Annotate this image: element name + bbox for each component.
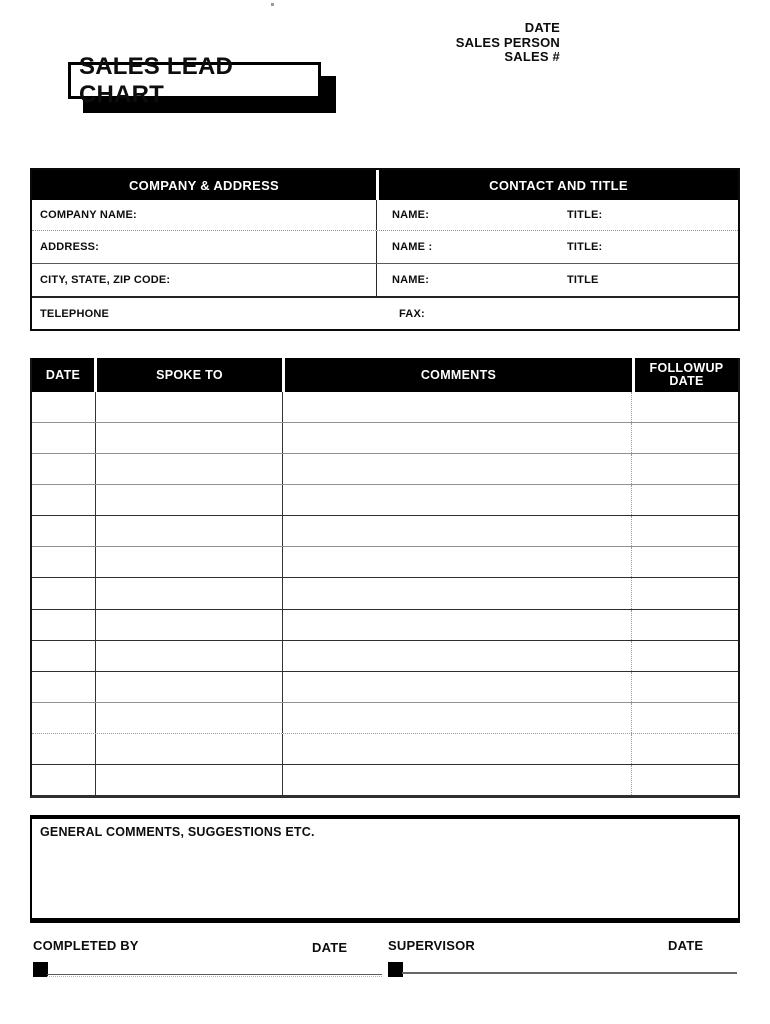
call-log-header-followup-date: [635, 358, 738, 392]
scan-speck: [271, 3, 274, 6]
call-log-cell-spoke-to[interactable]: [96, 454, 283, 484]
call-log-cell-date[interactable]: [32, 516, 96, 546]
call-log-cell-spoke-to[interactable]: [96, 765, 283, 795]
call-log-cell-followup-date[interactable]: [632, 703, 738, 733]
contact-title-header: CONTACT AND TITLE: [379, 170, 738, 200]
followup-header-line1: FOLLOWUP: [649, 361, 724, 375]
call-log-row: [32, 484, 738, 515]
address-label: ADDRESS:: [40, 241, 100, 253]
city-state-zip-field[interactable]: [32, 264, 377, 296]
call-log-cell-followup-date[interactable]: [632, 392, 738, 422]
call-log-cell-comments[interactable]: [283, 454, 632, 484]
call-log-cell-followup-date[interactable]: [632, 485, 738, 515]
call-log-row: [32, 609, 738, 640]
call-log-header-date: DATE: [32, 358, 94, 392]
page-title-text: SALES LEAD CHART: [79, 52, 234, 108]
completed-by-signature-marker: [33, 962, 48, 977]
followup-header-line2: DATE: [669, 374, 704, 388]
contact-2-field[interactable]: [377, 231, 738, 263]
call-log-cell-date[interactable]: [32, 392, 96, 422]
supervisor-signature-line[interactable]: [402, 972, 737, 975]
call-log-cell-spoke-to[interactable]: [96, 734, 283, 764]
call-log-cell-comments[interactable]: [283, 672, 632, 702]
supervisor-date-label: DATE: [668, 938, 704, 953]
call-log-header-comments: COMMENTS: [285, 358, 632, 392]
call-log-cell-spoke-to[interactable]: [96, 578, 283, 608]
address-field[interactable]: [32, 231, 377, 263]
date-label: DATE: [524, 20, 560, 35]
address-row: [32, 231, 738, 264]
call-log-row: [32, 764, 738, 795]
call-log-cell-spoke-to[interactable]: [96, 516, 283, 546]
city-state-zip-row: [32, 264, 738, 298]
call-log-cell-followup-date[interactable]: [632, 454, 738, 484]
telephone-fax-row: [32, 298, 738, 329]
call-log-cell-followup-date[interactable]: [632, 641, 738, 671]
company-address-header: COMPANY & ADDRESS: [32, 170, 376, 200]
call-log-cell-date[interactable]: [32, 610, 96, 640]
call-log-table: [30, 358, 740, 798]
call-log-cell-comments[interactable]: [283, 392, 632, 422]
sales-number-label: SALES #: [504, 49, 560, 64]
contact-3-title-label: TITLE: [567, 274, 599, 286]
call-log-row: [32, 733, 738, 764]
call-log-row: [32, 515, 738, 546]
supervisor-signature-marker: [388, 962, 403, 977]
call-log-row: [32, 422, 738, 453]
completed-by-label: COMPLETED BY: [33, 938, 139, 953]
call-log-cell-comments[interactable]: [283, 547, 632, 577]
call-log-cell-comments[interactable]: [283, 423, 632, 453]
call-log-row: [32, 702, 738, 733]
contact-2-title-label: TITLE:: [567, 241, 603, 253]
call-log-row: [32, 671, 738, 702]
call-log-cell-spoke-to[interactable]: [96, 703, 283, 733]
call-log-cell-followup-date[interactable]: [632, 765, 738, 795]
fax-label: FAX:: [399, 307, 425, 320]
completed-by-date-label: DATE: [312, 940, 348, 955]
call-log-header: [32, 358, 738, 392]
call-log-cell-date[interactable]: [32, 423, 96, 453]
call-log-cell-date[interactable]: [32, 547, 96, 577]
call-log-cell-comments[interactable]: [283, 610, 632, 640]
call-log-row: [32, 392, 738, 422]
company-name-row: [32, 200, 738, 231]
call-log-cell-followup-date[interactable]: [632, 516, 738, 546]
call-log-cell-followup-date[interactable]: [632, 610, 738, 640]
company-contact-table: [30, 168, 740, 331]
sales-person-label: SALES PERSON: [455, 34, 560, 50]
call-log-cell-followup-date[interactable]: [632, 672, 738, 702]
contact-3-name-label: NAME:: [392, 274, 430, 286]
call-log-cell-date[interactable]: [32, 765, 96, 795]
call-log-row: [32, 453, 738, 484]
call-log-cell-comments[interactable]: [283, 703, 632, 733]
call-log-cell-spoke-to[interactable]: [96, 641, 283, 671]
contact-1-name-label: NAME:: [392, 209, 430, 221]
company-name-field[interactable]: [32, 200, 377, 230]
general-comments-label: GENERAL COMMENTS, SUGGESTIONS ETC.: [40, 825, 315, 839]
call-log-cell-followup-date[interactable]: [632, 423, 738, 453]
company-name-label: COMPANY NAME:: [40, 209, 137, 221]
call-log-cell-comments[interactable]: [283, 516, 632, 546]
company-contact-header: [32, 170, 738, 200]
call-log-cell-spoke-to[interactable]: [96, 547, 283, 577]
city-state-zip-label: CITY, STATE, ZIP CODE:: [40, 274, 171, 286]
call-log-row: [32, 546, 738, 577]
contact-3-field[interactable]: [377, 264, 738, 296]
call-log-cell-date[interactable]: [32, 672, 96, 702]
contact-2-name-label: NAME :: [392, 241, 433, 253]
call-log-cell-comments[interactable]: [283, 578, 632, 608]
call-log-cell-followup-date[interactable]: [632, 734, 738, 764]
call-log-cell-spoke-to[interactable]: [96, 392, 283, 422]
call-log-cell-comments[interactable]: [283, 641, 632, 671]
call-log-cell-comments[interactable]: [283, 485, 632, 515]
call-log-cell-spoke-to[interactable]: [96, 610, 283, 640]
call-log-cell-date[interactable]: [32, 734, 96, 764]
page-title: [68, 52, 321, 108]
telephone-field[interactable]: [32, 298, 384, 329]
fax-field[interactable]: [384, 298, 738, 329]
call-log-cell-date[interactable]: [32, 703, 96, 733]
call-log-row: [32, 577, 738, 608]
call-log-cell-followup-date[interactable]: [632, 547, 738, 577]
call-log-cell-date[interactable]: [32, 485, 96, 515]
general-comments-box[interactable]: [30, 815, 740, 923]
call-log-cell-date[interactable]: [32, 454, 96, 484]
call-log-cell-spoke-to[interactable]: [96, 672, 283, 702]
call-log-cell-comments[interactable]: [283, 765, 632, 795]
call-log-cell-date[interactable]: [32, 578, 96, 608]
call-log-cell-date[interactable]: [32, 641, 96, 671]
contact-1-field[interactable]: [377, 200, 738, 230]
supervisor-label: SUPERVISOR: [388, 938, 476, 953]
call-log-row: [32, 640, 738, 671]
call-log-cell-spoke-to[interactable]: [96, 485, 283, 515]
telephone-label: TELEPHONE: [40, 307, 110, 320]
meta-labels: [360, 21, 560, 65]
call-log-header-spoke-to: SPOKE TO: [97, 358, 282, 392]
completed-by-signature-line[interactable]: [47, 974, 382, 977]
call-log-body: [32, 392, 738, 795]
call-log-cell-comments[interactable]: [283, 734, 632, 764]
call-log-cell-followup-date[interactable]: [632, 578, 738, 608]
call-log-cell-spoke-to[interactable]: [96, 423, 283, 453]
contact-1-title-label: TITLE:: [567, 209, 603, 221]
